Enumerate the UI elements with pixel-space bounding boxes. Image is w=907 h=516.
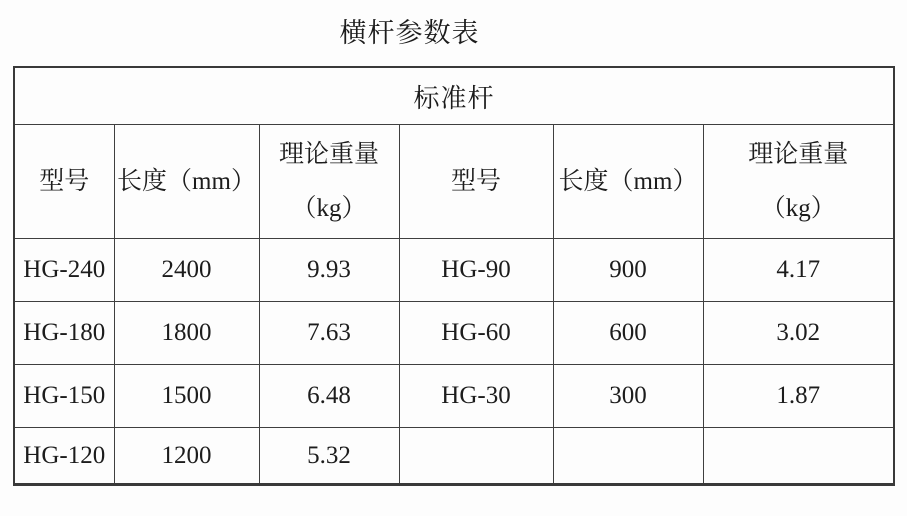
header-weight-left (259, 125, 399, 239)
table-cell-model: HG-30 (399, 365, 553, 428)
table-cell-length (553, 428, 703, 485)
header-weight-right (703, 125, 894, 239)
header-label: 理论重量 (278, 140, 379, 168)
table-cell-weight: 9.93 (259, 239, 399, 302)
header-label: （kg） (760, 194, 836, 222)
page-title: 横杆参数表 (339, 18, 480, 48)
table-cell-model (399, 428, 553, 485)
table-column-header-row (14, 125, 894, 239)
table-cell-weight: 7.63 (259, 302, 399, 365)
group-header-standard-bar: 标准杆 (14, 67, 894, 125)
table-cell-weight: 3.02 (703, 302, 894, 365)
header-length-left (114, 125, 259, 239)
header-label: 型号 (450, 167, 501, 195)
table-cell-weight: 6.48 (259, 365, 399, 428)
table-row (14, 428, 894, 485)
table-cell-model: HG-90 (399, 239, 553, 302)
header-label: 型号 (39, 167, 90, 195)
table-cell-length: 1200 (114, 428, 259, 485)
header-label: 长度（mm） (558, 167, 698, 195)
header-model-left (14, 125, 114, 239)
table-cell-model: HG-180 (14, 302, 114, 365)
table-cell-model: HG-150 (14, 365, 114, 428)
table-row (14, 239, 894, 302)
header-model-right (399, 125, 553, 239)
table-cell-length: 2400 (114, 239, 259, 302)
table-group-header-row (14, 67, 894, 125)
crossbar-parameter-table (13, 66, 895, 486)
table-cell-length: 1500 (114, 365, 259, 428)
header-label: 理论重量 (748, 140, 849, 168)
table-cell-length: 600 (553, 302, 703, 365)
title-area (0, 16, 907, 50)
table-cell-weight: 5.32 (259, 428, 399, 485)
table-cell-length: 900 (553, 239, 703, 302)
table-cell-weight (703, 428, 894, 485)
table-cell-length: 300 (553, 365, 703, 428)
table-cell-model: HG-120 (14, 428, 114, 485)
table-cell-weight: 1.87 (703, 365, 894, 428)
table-row (14, 365, 894, 428)
table-cell-weight: 4.17 (703, 239, 894, 302)
table-cell-length: 1800 (114, 302, 259, 365)
header-length-right (553, 125, 703, 239)
table-cell-model: HG-60 (399, 302, 553, 365)
table-cell-model: HG-240 (14, 239, 114, 302)
header-label: （kg） (291, 194, 367, 222)
table-row (14, 302, 894, 365)
header-label: 长度（mm） (117, 167, 256, 195)
